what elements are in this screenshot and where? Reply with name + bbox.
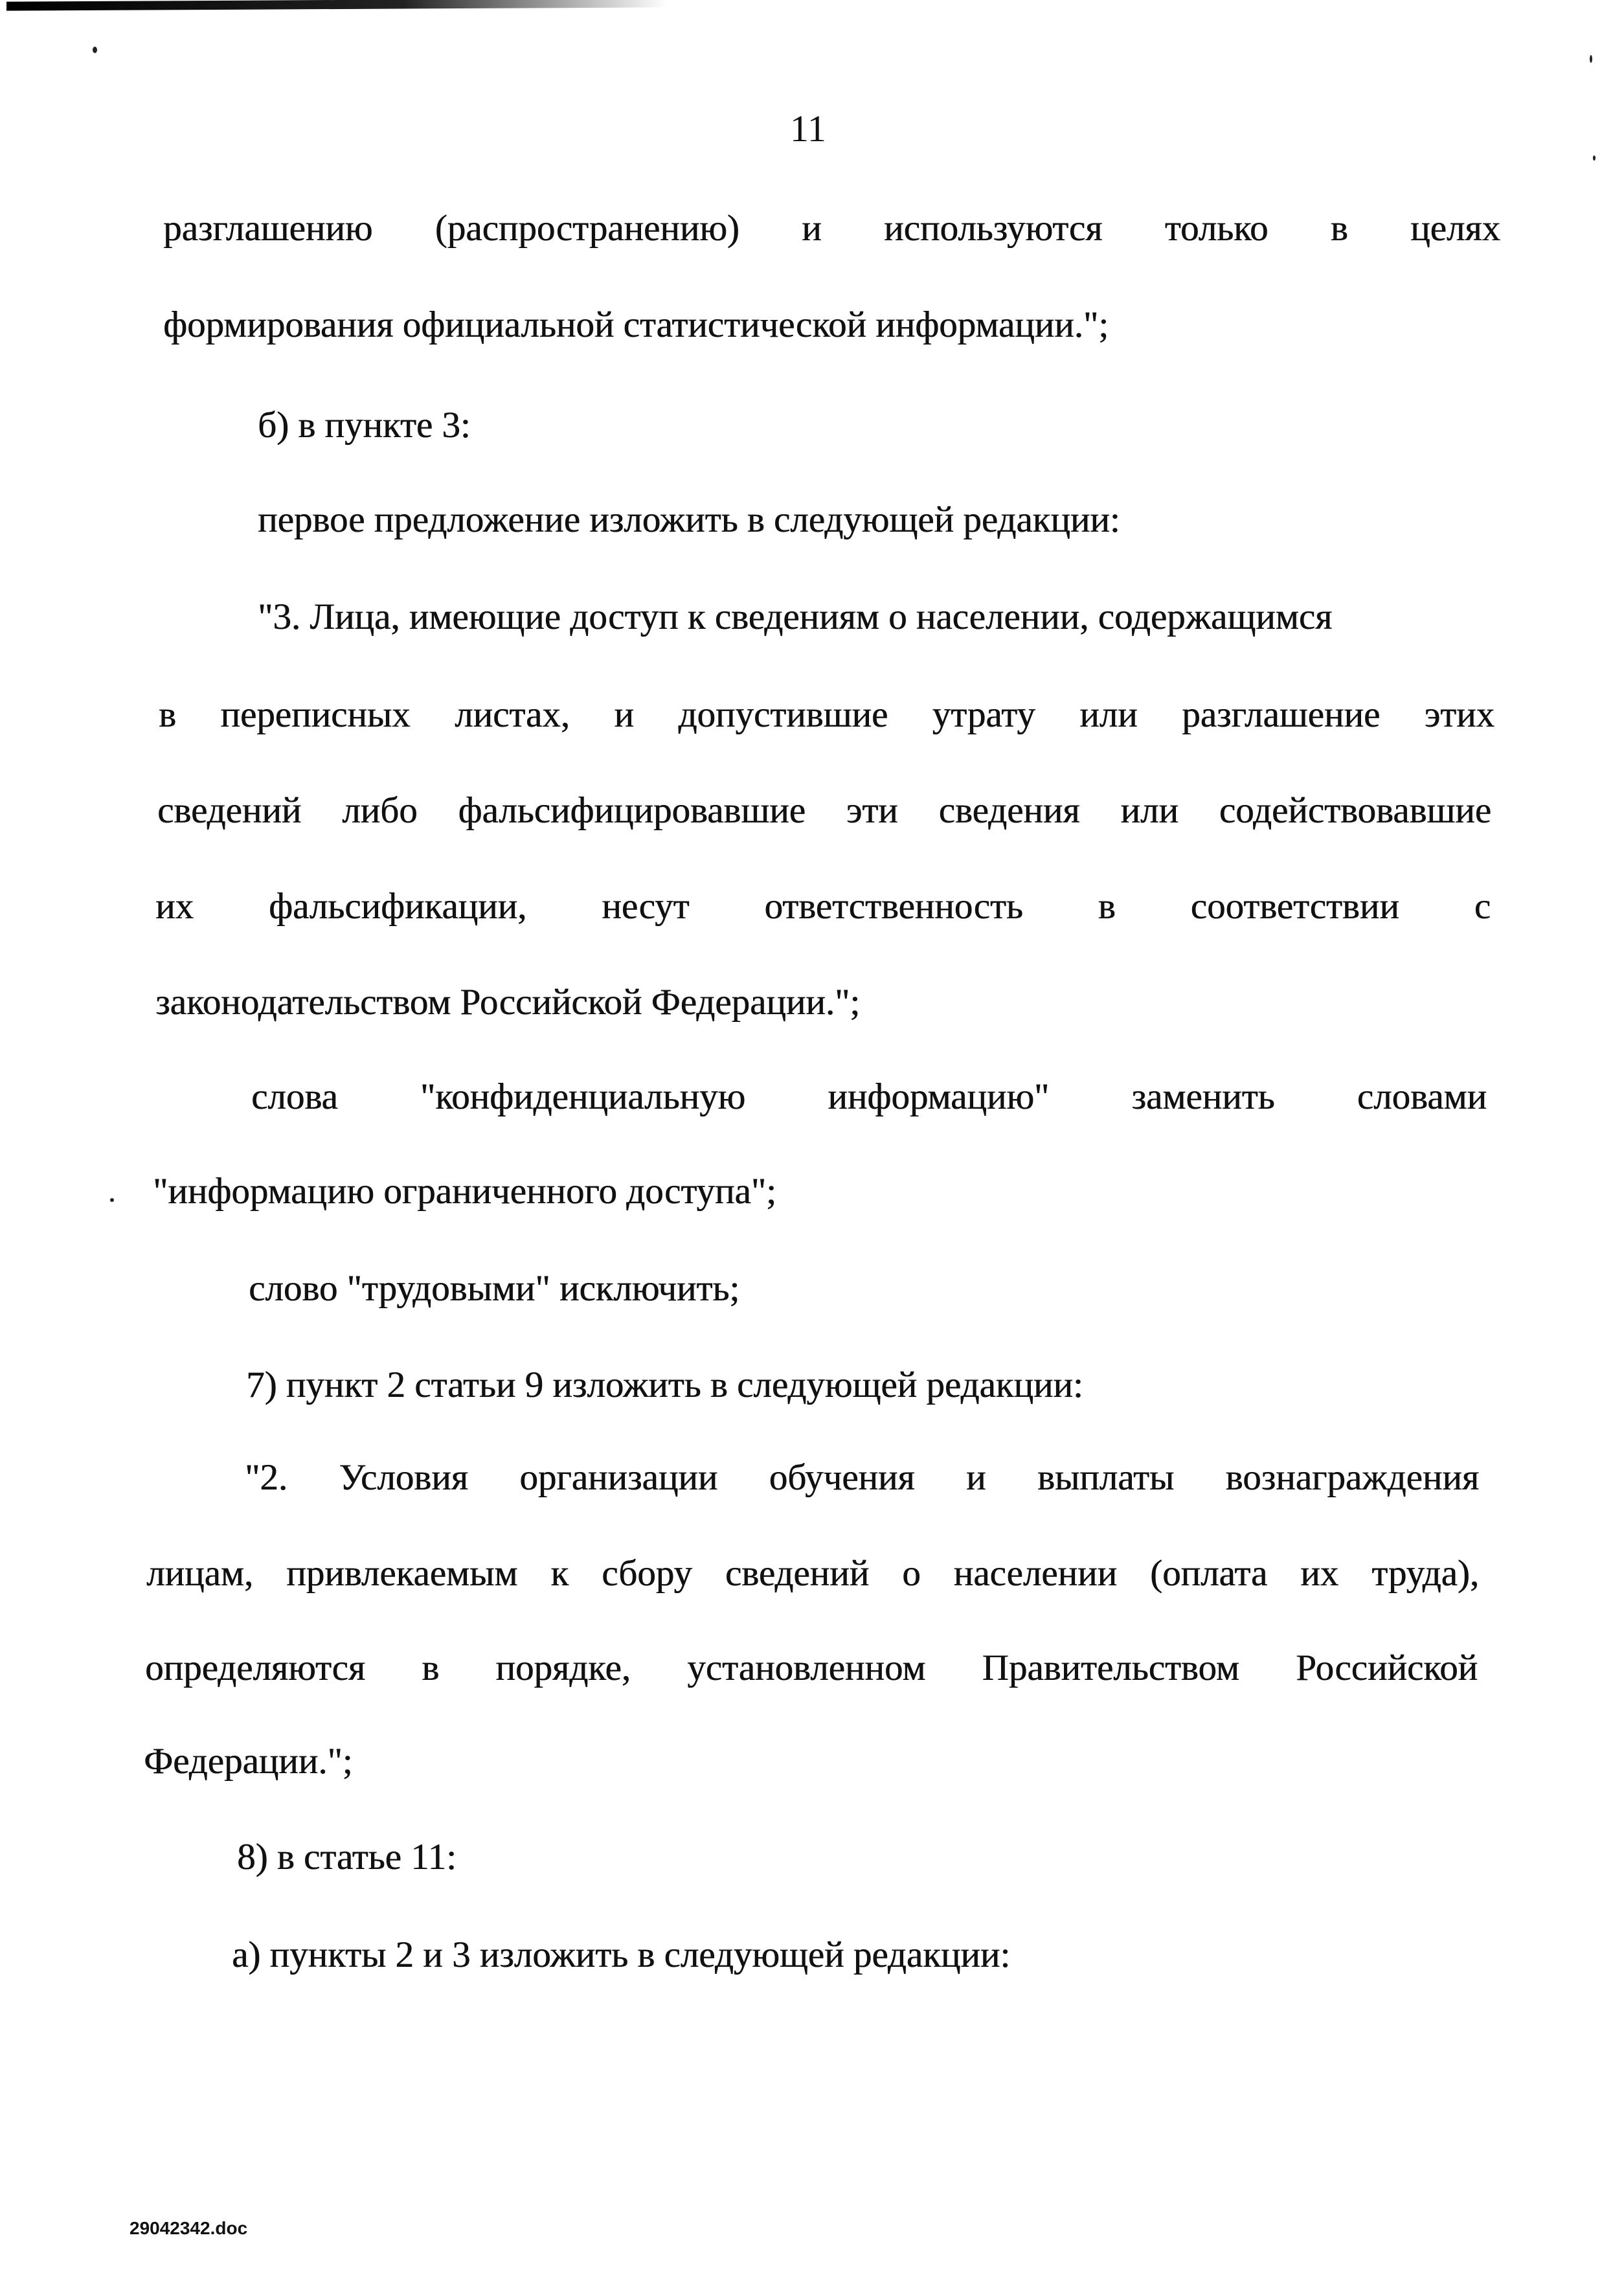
text-line: "2. Условия организации обучения и выплаты вознаграждения bbox=[245, 1457, 1479, 1498]
text-line: первое предложение изложить в следующей редакции: bbox=[258, 499, 1120, 540]
text-line: их фальсификации, несут ответственность в соответствии с bbox=[155, 886, 1491, 927]
text-line: слова "конфиденциальную информацию" заменить словами bbox=[251, 1076, 1487, 1117]
text-line: законодательством Российской Федерации."; bbox=[155, 982, 861, 1023]
text-line: в переписных листах, и допустившие утрату или разглашение этих bbox=[159, 694, 1494, 735]
text-line: б) в пункте 3: bbox=[258, 405, 471, 446]
text-line: сведений либо фальсифицировавшие эти сведения или содействовавшие bbox=[157, 790, 1491, 831]
page-number: 11 bbox=[790, 108, 826, 150]
text-line: а) пункты 2 и 3 изложить в следующей редакции: bbox=[232, 1934, 1011, 1975]
text-line: определяются в порядке, установленном Правительством Российской bbox=[145, 1648, 1478, 1688]
text-line: формирования официальной статистической информации."; bbox=[163, 304, 1109, 345]
text-line: "3. Лица, имеющие доступ к сведениям о населении, содержащимся bbox=[258, 596, 1333, 637]
scan-edge-artifact bbox=[6, 0, 667, 11]
scan-speck bbox=[93, 47, 97, 53]
text-line: лицам, привлекаемым к сбору сведений о населении (оплата их труда), bbox=[146, 1553, 1479, 1594]
text-line: разглашению (распространению) и используются только в целях bbox=[163, 208, 1500, 249]
document-filename: 29042342.doc bbox=[130, 2218, 248, 2238]
text-line: слово "трудовыми" исключить; bbox=[249, 1268, 740, 1309]
scan-speck bbox=[110, 1198, 114, 1202]
text-line: 8) в статье 11: bbox=[237, 1837, 457, 1877]
scan-speck bbox=[1593, 155, 1596, 161]
text-line: "информацию ограниченного доступа"; bbox=[153, 1171, 776, 1212]
scan-speck bbox=[1590, 55, 1592, 63]
text-line: 7) пункт 2 статьи 9 изложить в следующей редакции: bbox=[246, 1365, 1083, 1405]
text-line: Федерации."; bbox=[144, 1741, 353, 1782]
